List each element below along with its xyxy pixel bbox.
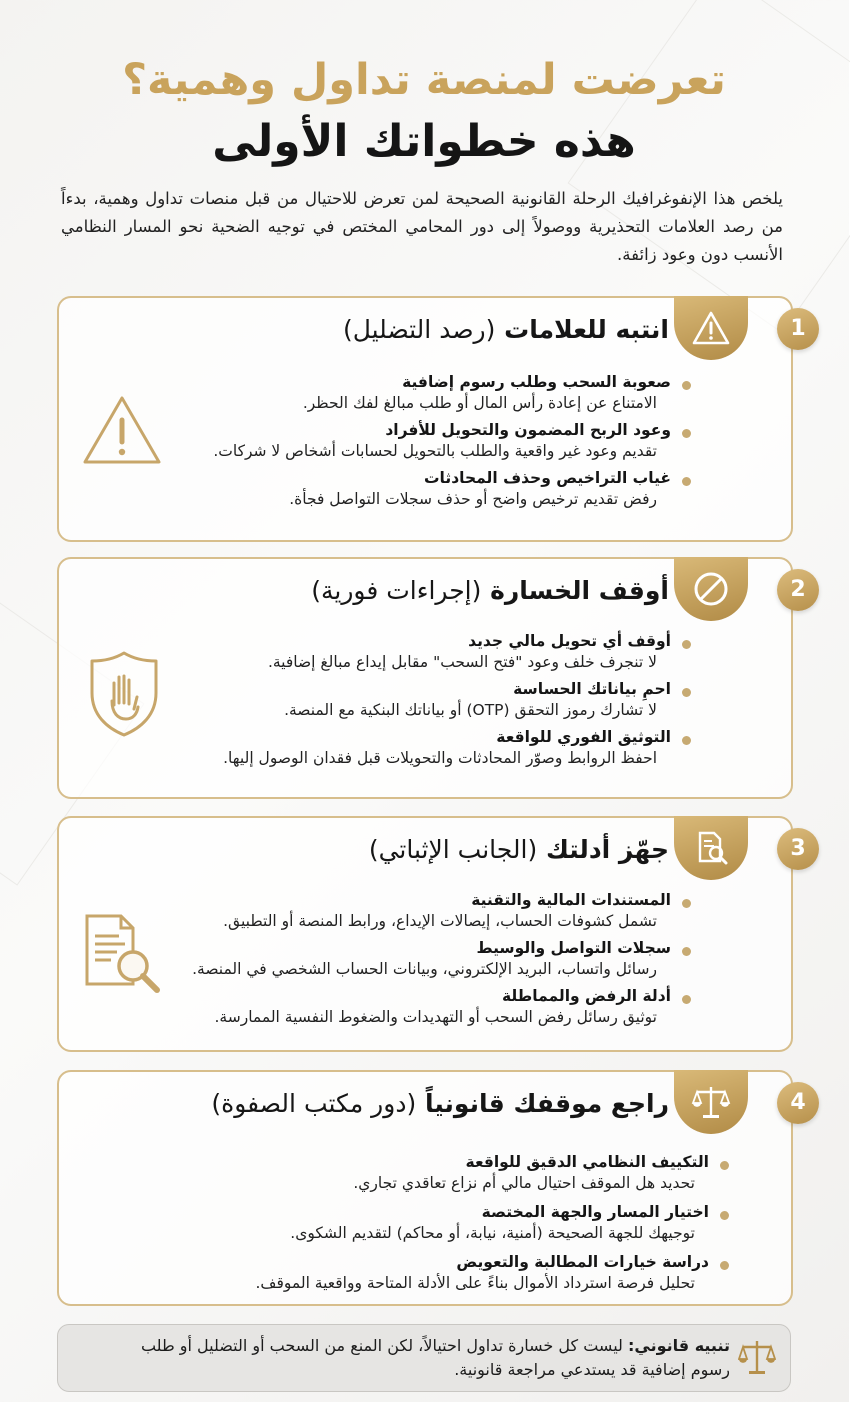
note-body: ليست كل خسارة تداول احتيالاً، لكن المنع من السحب أو التضليل أو طلب رسوم إضافية قد يستدعي مراجعة قانونية. [141,1336,731,1379]
step-card-4 [58,1070,807,1306]
step-title-sub: (دور مكتب الصفوة) [212,1089,418,1118]
step-title [370,832,670,868]
step-card-3 [58,816,807,1052]
step-title [312,573,670,609]
item-heading: أدلة الرفض والمماطلة [502,987,672,1005]
item-heading: صعوبة السحب وطلب رسوم إضافية [403,373,672,391]
step-items [224,631,672,775]
item-heading: التكييف النظامي الدقيق للواقعة [466,1153,710,1171]
item-description: احفظ الروابط وصوّر المحادثات والتحويلات قبل فقدان الوصول إليها. [224,749,658,767]
page-title: تعرضت لمنصة تداول وهمية؟ [123,55,727,105]
item-description: توجيهك للجهة الصحيحة (أمنية، نيابة، أو محاكم) لتقديم الشكوى. [291,1224,696,1242]
step-number-badge: 2 [778,569,820,611]
step-number-badge: 3 [778,828,820,870]
prohibited-icon [675,557,749,621]
item-description: تحليل فرصة استرداد الأموال بناءً على الأدلة المتاحة وواقعية الموقف. [256,1274,696,1292]
document-magnifier-icon [74,910,166,1006]
step-title-main: جهّز أدلتك [546,835,670,864]
step-title-main: راجع موقفك قانونياً [425,1089,670,1118]
list-item [193,938,672,980]
item-heading: أوقف أي تحويل مالي جديد [469,632,672,650]
warning-triangle-icon [82,394,164,470]
item-heading: المستندات المالية والتقنية [472,891,672,909]
step-title-main: أوقف الخسارة [491,576,670,605]
item-heading: اختيار المسار والجهة المختصة [482,1203,710,1221]
list-item [224,679,672,721]
step-items [193,890,672,1034]
intro-paragraph: يلخص هذا الإنفوغرافيك الرحلة القانونية الصحيحة لمن تعرض للاحتيال من قبل منصات تداول وهمية، بدءاً من رصد العلامات التحذيرية ووصولاً إلى دور المحامي المختص في توجيه الضحية نحو المسار النظامي الأنسب دون وعود زائفة. [62,189,784,264]
step-number-badge: 4 [778,1082,820,1124]
step-title-sub: (الجانب الإثباتي) [369,835,539,864]
page-subtitle: هذه خطواتك الأولى [213,116,637,167]
shield-hand-icon [88,649,162,743]
list-item [224,631,672,673]
item-description: تشمل كشوفات الحساب، إيصالات الإيداع، ورابط المنصة أو التطبيق. [224,912,658,930]
legal-note-text [111,1334,731,1382]
step-title [344,312,670,348]
step-items [257,1152,711,1300]
step-title-main: انتبه للعلامات [505,315,670,344]
item-heading: سجلات التواصل والوسيط [477,939,672,957]
scales-of-justice-icon [739,1337,777,1381]
note-label: تنبيه قانوني: [629,1336,731,1355]
step-number-badge: 1 [778,308,820,350]
step-title [212,1086,670,1122]
item-description: تحديد هل الموقف احتيال مالي أم نزاع تعاقدي تجاري. [354,1174,696,1192]
list-item [224,727,672,769]
item-heading: التوثيق الفوري للواقعة [497,728,672,746]
item-description: رفض تقديم ترخيص واضح أو حذف سجلات التواصل فجأة. [290,490,658,508]
item-heading: احمِ بياناتك الحساسة [514,680,672,698]
item-description: توثيق رسائل رفض السحب أو التهديدات والضغوط النفسية الممارسة. [215,1008,658,1026]
item-heading: غياب التراخيص وحذف المحادثات [424,469,672,487]
list-item [257,1252,711,1294]
list-item [193,986,672,1028]
document-search-icon [675,816,749,880]
step-card-1 [58,296,807,542]
list-item [214,420,672,462]
item-description: لا تنجرف خلف وعود "فتح السحب" مقابل إيداع مبالغ إضافية. [268,653,658,671]
list-item [257,1202,711,1244]
step-title-sub: (رصد التضليل) [343,315,497,344]
list-item [214,468,672,510]
item-description: الامتناع عن إعادة رأس المال أو طلب مبالغ لفك الحظر. [303,394,658,412]
item-description: رسائل واتساب، البريد الإلكتروني، وبيانات الحساب الشخصي في المنصة. [193,960,658,978]
item-heading: وعود الربح المضمون والتحويل للأفراد [386,421,672,439]
scales-of-justice-icon [675,1070,749,1134]
item-description: لا تشارك رموز التحقق (OTP) أو بياناتك البنكية مع المنصة. [285,701,658,719]
list-item [193,890,672,932]
step-items [214,372,672,516]
legal-note [58,1324,792,1392]
warning-triangle-icon [675,296,749,360]
step-card-2 [58,557,807,799]
list-item [214,372,672,414]
item-description: تقديم وعود غير واقعية والطلب بالتحويل لحسابات أشخاص لا شركات. [214,442,658,460]
step-title-sub: (إجراءات فورية) [312,576,483,605]
item-heading: دراسة خيارات المطالبة والتعويض [457,1253,710,1271]
list-item [257,1152,711,1194]
